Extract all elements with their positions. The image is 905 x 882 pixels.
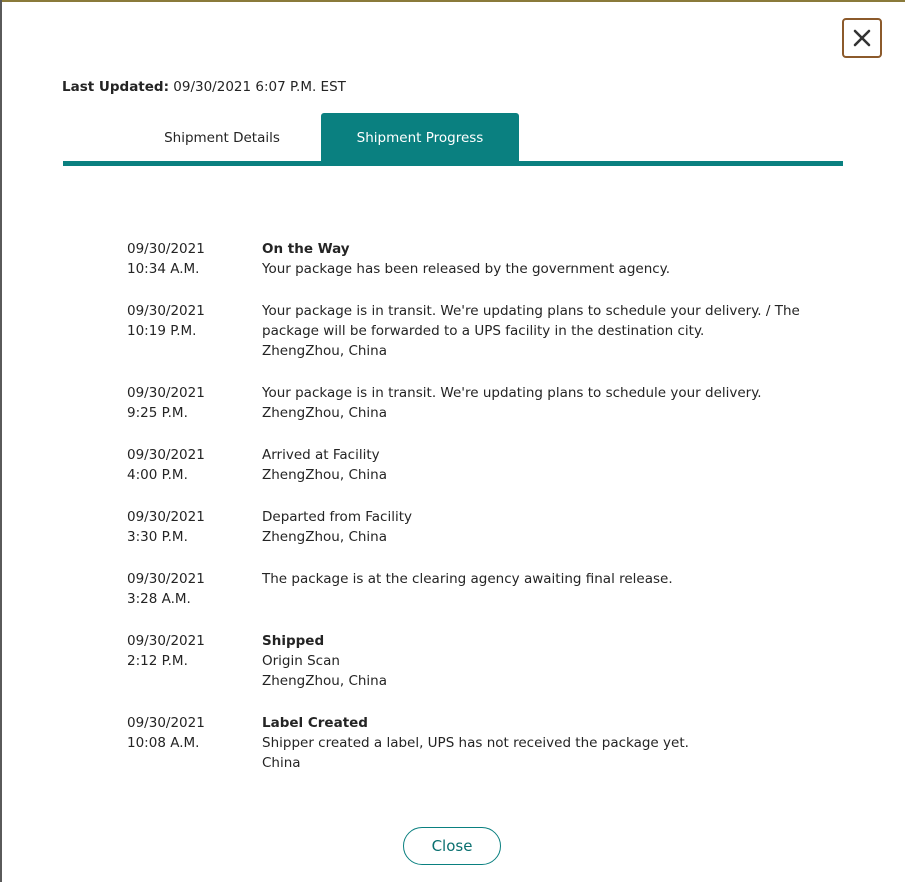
timeline-event xyxy=(127,569,807,609)
event-details xyxy=(262,301,802,361)
event-datetime xyxy=(127,445,262,485)
event-details xyxy=(262,631,802,691)
event-details xyxy=(262,239,802,279)
event-time: 3:28 A.M. xyxy=(127,591,191,607)
event-date: 09/30/2021 xyxy=(127,447,205,463)
event-description: Shipper created a label, UPS has not received the package yet. xyxy=(262,735,689,751)
event-datetime xyxy=(127,383,262,423)
event-description: Your package is in transit. We're updating plans to schedule your delivery. / The package will be forwarded to a UPS facility in the destination city. xyxy=(262,303,800,339)
event-date: 09/30/2021 xyxy=(127,241,205,257)
event-status: Shipped xyxy=(262,633,325,649)
tab-underline xyxy=(63,161,843,166)
event-datetime xyxy=(127,631,262,691)
event-date: 09/30/2021 xyxy=(127,715,205,731)
event-date: 09/30/2021 xyxy=(127,509,205,525)
event-status: Label Created xyxy=(262,715,368,731)
timeline-event xyxy=(127,507,807,547)
event-details xyxy=(262,445,802,485)
event-time: 10:19 P.M. xyxy=(127,323,197,339)
event-time: 4:00 P.M. xyxy=(127,467,188,483)
event-time: 9:25 P.M. xyxy=(127,405,188,421)
close-button[interactable]: Close xyxy=(403,827,501,865)
event-datetime xyxy=(127,301,262,361)
event-details xyxy=(262,713,802,773)
event-location: ZhengZhou, China xyxy=(262,529,388,545)
tab-shipment-details[interactable]: Shipment Details xyxy=(164,129,280,146)
event-date: 09/30/2021 xyxy=(127,633,205,649)
event-details xyxy=(262,507,802,547)
event-time: 10:34 A.M. xyxy=(127,261,200,277)
shipment-timeline xyxy=(127,239,807,795)
event-location: ZhengZhou, China xyxy=(262,673,388,689)
event-location: ZhengZhou, China xyxy=(262,405,388,421)
timeline-event xyxy=(127,301,807,361)
event-status: On the Way xyxy=(262,241,350,257)
event-location: China xyxy=(262,755,301,771)
event-date: 09/30/2021 xyxy=(127,303,205,319)
event-time: 3:30 P.M. xyxy=(127,529,188,545)
event-location: ZhengZhou, China xyxy=(262,467,388,483)
last-updated-value: 09/30/2021 6:07 P.M. EST xyxy=(173,79,346,95)
last-updated xyxy=(62,79,346,95)
event-description: Origin Scan xyxy=(262,653,340,669)
event-datetime xyxy=(127,713,262,773)
event-description: Your package is in transit. We're updating plans to schedule your delivery. xyxy=(262,385,762,401)
event-description: Arrived at Facility xyxy=(262,447,380,463)
timeline-event xyxy=(127,383,807,423)
shipment-modal xyxy=(2,2,903,882)
event-date: 09/30/2021 xyxy=(127,385,205,401)
event-details xyxy=(262,569,802,609)
event-details xyxy=(262,383,802,423)
close-modal-button[interactable] xyxy=(842,18,882,58)
event-description: Your package has been released by the government agency. xyxy=(262,261,671,277)
event-description: Departed from Facility xyxy=(262,509,413,525)
timeline-event xyxy=(127,445,807,485)
timeline-event xyxy=(127,713,807,773)
timeline-event xyxy=(127,239,807,279)
event-datetime xyxy=(127,239,262,279)
last-updated-label: Last Updated: xyxy=(62,79,169,95)
event-description: The package is at the clearing agency awaiting final release. xyxy=(262,571,673,587)
event-time: 10:08 A.M. xyxy=(127,735,200,751)
tab-bar xyxy=(63,113,843,167)
event-time: 2:12 P.M. xyxy=(127,653,188,669)
event-datetime xyxy=(127,569,262,609)
tab-shipment-progress[interactable]: Shipment Progress xyxy=(321,113,519,162)
event-datetime xyxy=(127,507,262,547)
timeline-event xyxy=(127,631,807,691)
event-location: ZhengZhou, China xyxy=(262,343,388,359)
close-icon xyxy=(852,28,872,48)
event-date: 09/30/2021 xyxy=(127,571,205,587)
